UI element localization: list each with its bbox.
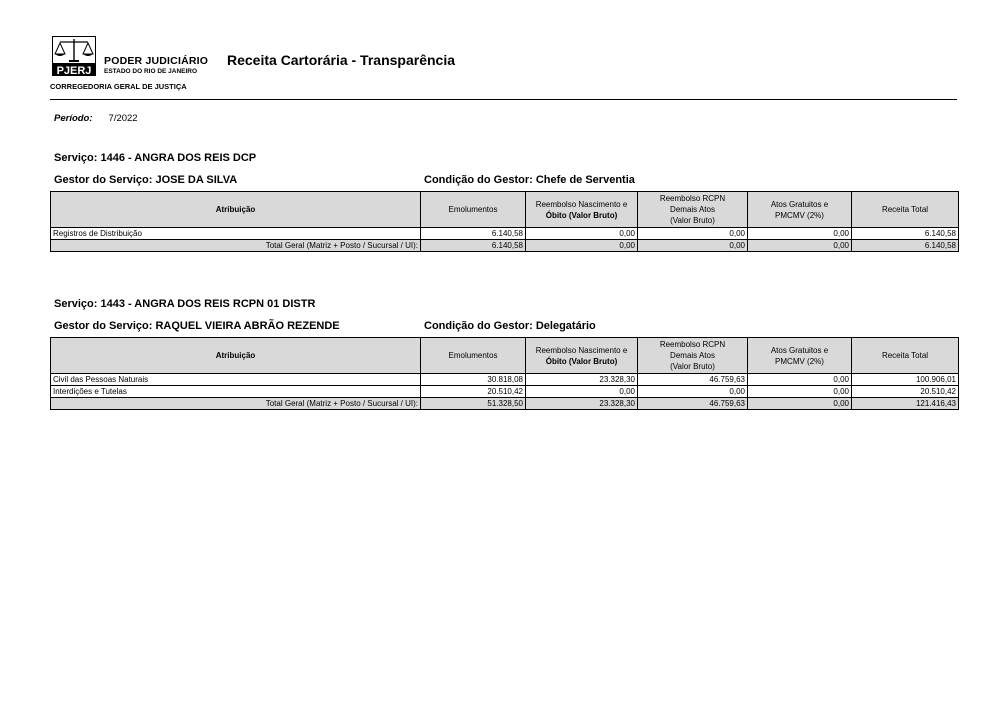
table-total-row [51, 398, 959, 410]
total-reembolso-nascimento: 0,00 [526, 240, 638, 252]
col-atos-gratuitos: Atos Gratuitos e PMCMV (2%) [748, 338, 852, 374]
col-atribuicao: Atribuição [51, 192, 421, 228]
cell-emolumentos: 30.818,08 [421, 374, 526, 386]
cell-reembolso-nascimento: 23.328,30 [526, 374, 638, 386]
table-row [51, 228, 959, 240]
org-name: PODER JUDICIÁRIO [104, 55, 209, 67]
cell-reembolso-nascimento: 0,00 [526, 228, 638, 240]
total-atos-gratuitos: 0,00 [748, 240, 852, 252]
table-row [51, 374, 959, 386]
table-header-row [51, 338, 959, 374]
total-reembolso-rcpn: 46.759,63 [638, 398, 748, 410]
col-reembolso-nascimento: Reembolso Nascimento e Óbito (Valor Bruto) [526, 338, 638, 374]
cell-atos-gratuitos: 0,00 [748, 386, 852, 398]
svg-text:PJERJ: PJERJ [56, 65, 92, 76]
manager-condition: Condição do Gestor: Delegatário [424, 320, 596, 332]
cell-atribuicao: Registros de Distribuição [51, 228, 421, 240]
period-value: 7/2022 [108, 113, 138, 124]
total-label: Total Geral (Matriz + Posto / Sucursal / UI): [51, 398, 421, 410]
cell-reembolso-nascimento: 0,00 [526, 386, 638, 398]
pjerj-logo [52, 36, 96, 76]
col-emolumentos: Emolumentos [421, 192, 526, 228]
cell-receita-total: 6.140,58 [852, 228, 959, 240]
col-atribuicao: Atribuição [51, 338, 421, 374]
total-emolumentos: 6.140,58 [421, 240, 526, 252]
cell-emolumentos: 20.510,42 [421, 386, 526, 398]
table-header-row [51, 192, 959, 228]
total-reembolso-nascimento: 23.328,30 [526, 398, 638, 410]
total-receita-total: 6.140,58 [852, 240, 959, 252]
cell-atos-gratuitos: 0,00 [748, 374, 852, 386]
org-department: CORREGEDORIA GERAL DE JUSTIÇA [50, 82, 187, 91]
cell-receita-total: 100.906,01 [852, 374, 959, 386]
total-label: Total Geral (Matriz + Posto / Sucursal / UI): [51, 240, 421, 252]
service-title: Serviço: 1446 - ANGRA DOS REIS DCP [54, 152, 257, 164]
total-reembolso-rcpn: 0,00 [638, 240, 748, 252]
cell-atribuicao: Interdições e Tutelas [51, 386, 421, 398]
cell-atribuicao: Civil das Pessoas Naturais [51, 374, 421, 386]
header-divider [50, 99, 957, 100]
revenue-table [50, 191, 959, 252]
service-manager: Gestor do Serviço: JOSE DA SILVA [54, 174, 238, 186]
col-receita-total: Receita Total [852, 338, 959, 374]
revenue-table [50, 337, 959, 410]
cell-receita-total: 20.510,42 [852, 386, 959, 398]
table-row [51, 386, 959, 398]
col-reembolso-rcpn: Reembolso RCPN Demais Atos (Valor Bruto) [638, 192, 748, 228]
table-total-row [51, 240, 959, 252]
cell-reembolso-rcpn: 46.759,63 [638, 374, 748, 386]
total-receita-total: 121.416,43 [852, 398, 959, 410]
service-manager: Gestor do Serviço: RAQUEL VIEIRA ABRÃO REZENDE [54, 320, 340, 332]
cell-reembolso-rcpn: 0,00 [638, 386, 748, 398]
org-state: ESTADO DO RIO DE JANEIRO [104, 68, 198, 75]
period-label: Período: [54, 113, 93, 124]
total-atos-gratuitos: 0,00 [748, 398, 852, 410]
service-title: Serviço: 1443 - ANGRA DOS REIS RCPN 01 DISTR [54, 298, 316, 310]
scales-of-justice-icon [52, 36, 96, 76]
manager-condition: Condição do Gestor: Chefe de Serventia [424, 174, 635, 186]
cell-reembolso-rcpn: 0,00 [638, 228, 748, 240]
total-emolumentos: 51.328,50 [421, 398, 526, 410]
col-emolumentos: Emolumentos [421, 338, 526, 374]
report-title: Receita Cartorária - Transparência [227, 52, 455, 68]
col-receita-total: Receita Total [852, 192, 959, 228]
col-reembolso-rcpn: Reembolso RCPN Demais Atos (Valor Bruto) [638, 338, 748, 374]
col-atos-gratuitos: Atos Gratuitos e PMCMV (2%) [748, 192, 852, 228]
cell-atos-gratuitos: 0,00 [748, 228, 852, 240]
col-reembolso-nascimento: Reembolso Nascimento e Óbito (Valor Bruto) [526, 192, 638, 228]
report-header [50, 36, 958, 100]
period-line [54, 113, 138, 124]
cell-emolumentos: 6.140,58 [421, 228, 526, 240]
